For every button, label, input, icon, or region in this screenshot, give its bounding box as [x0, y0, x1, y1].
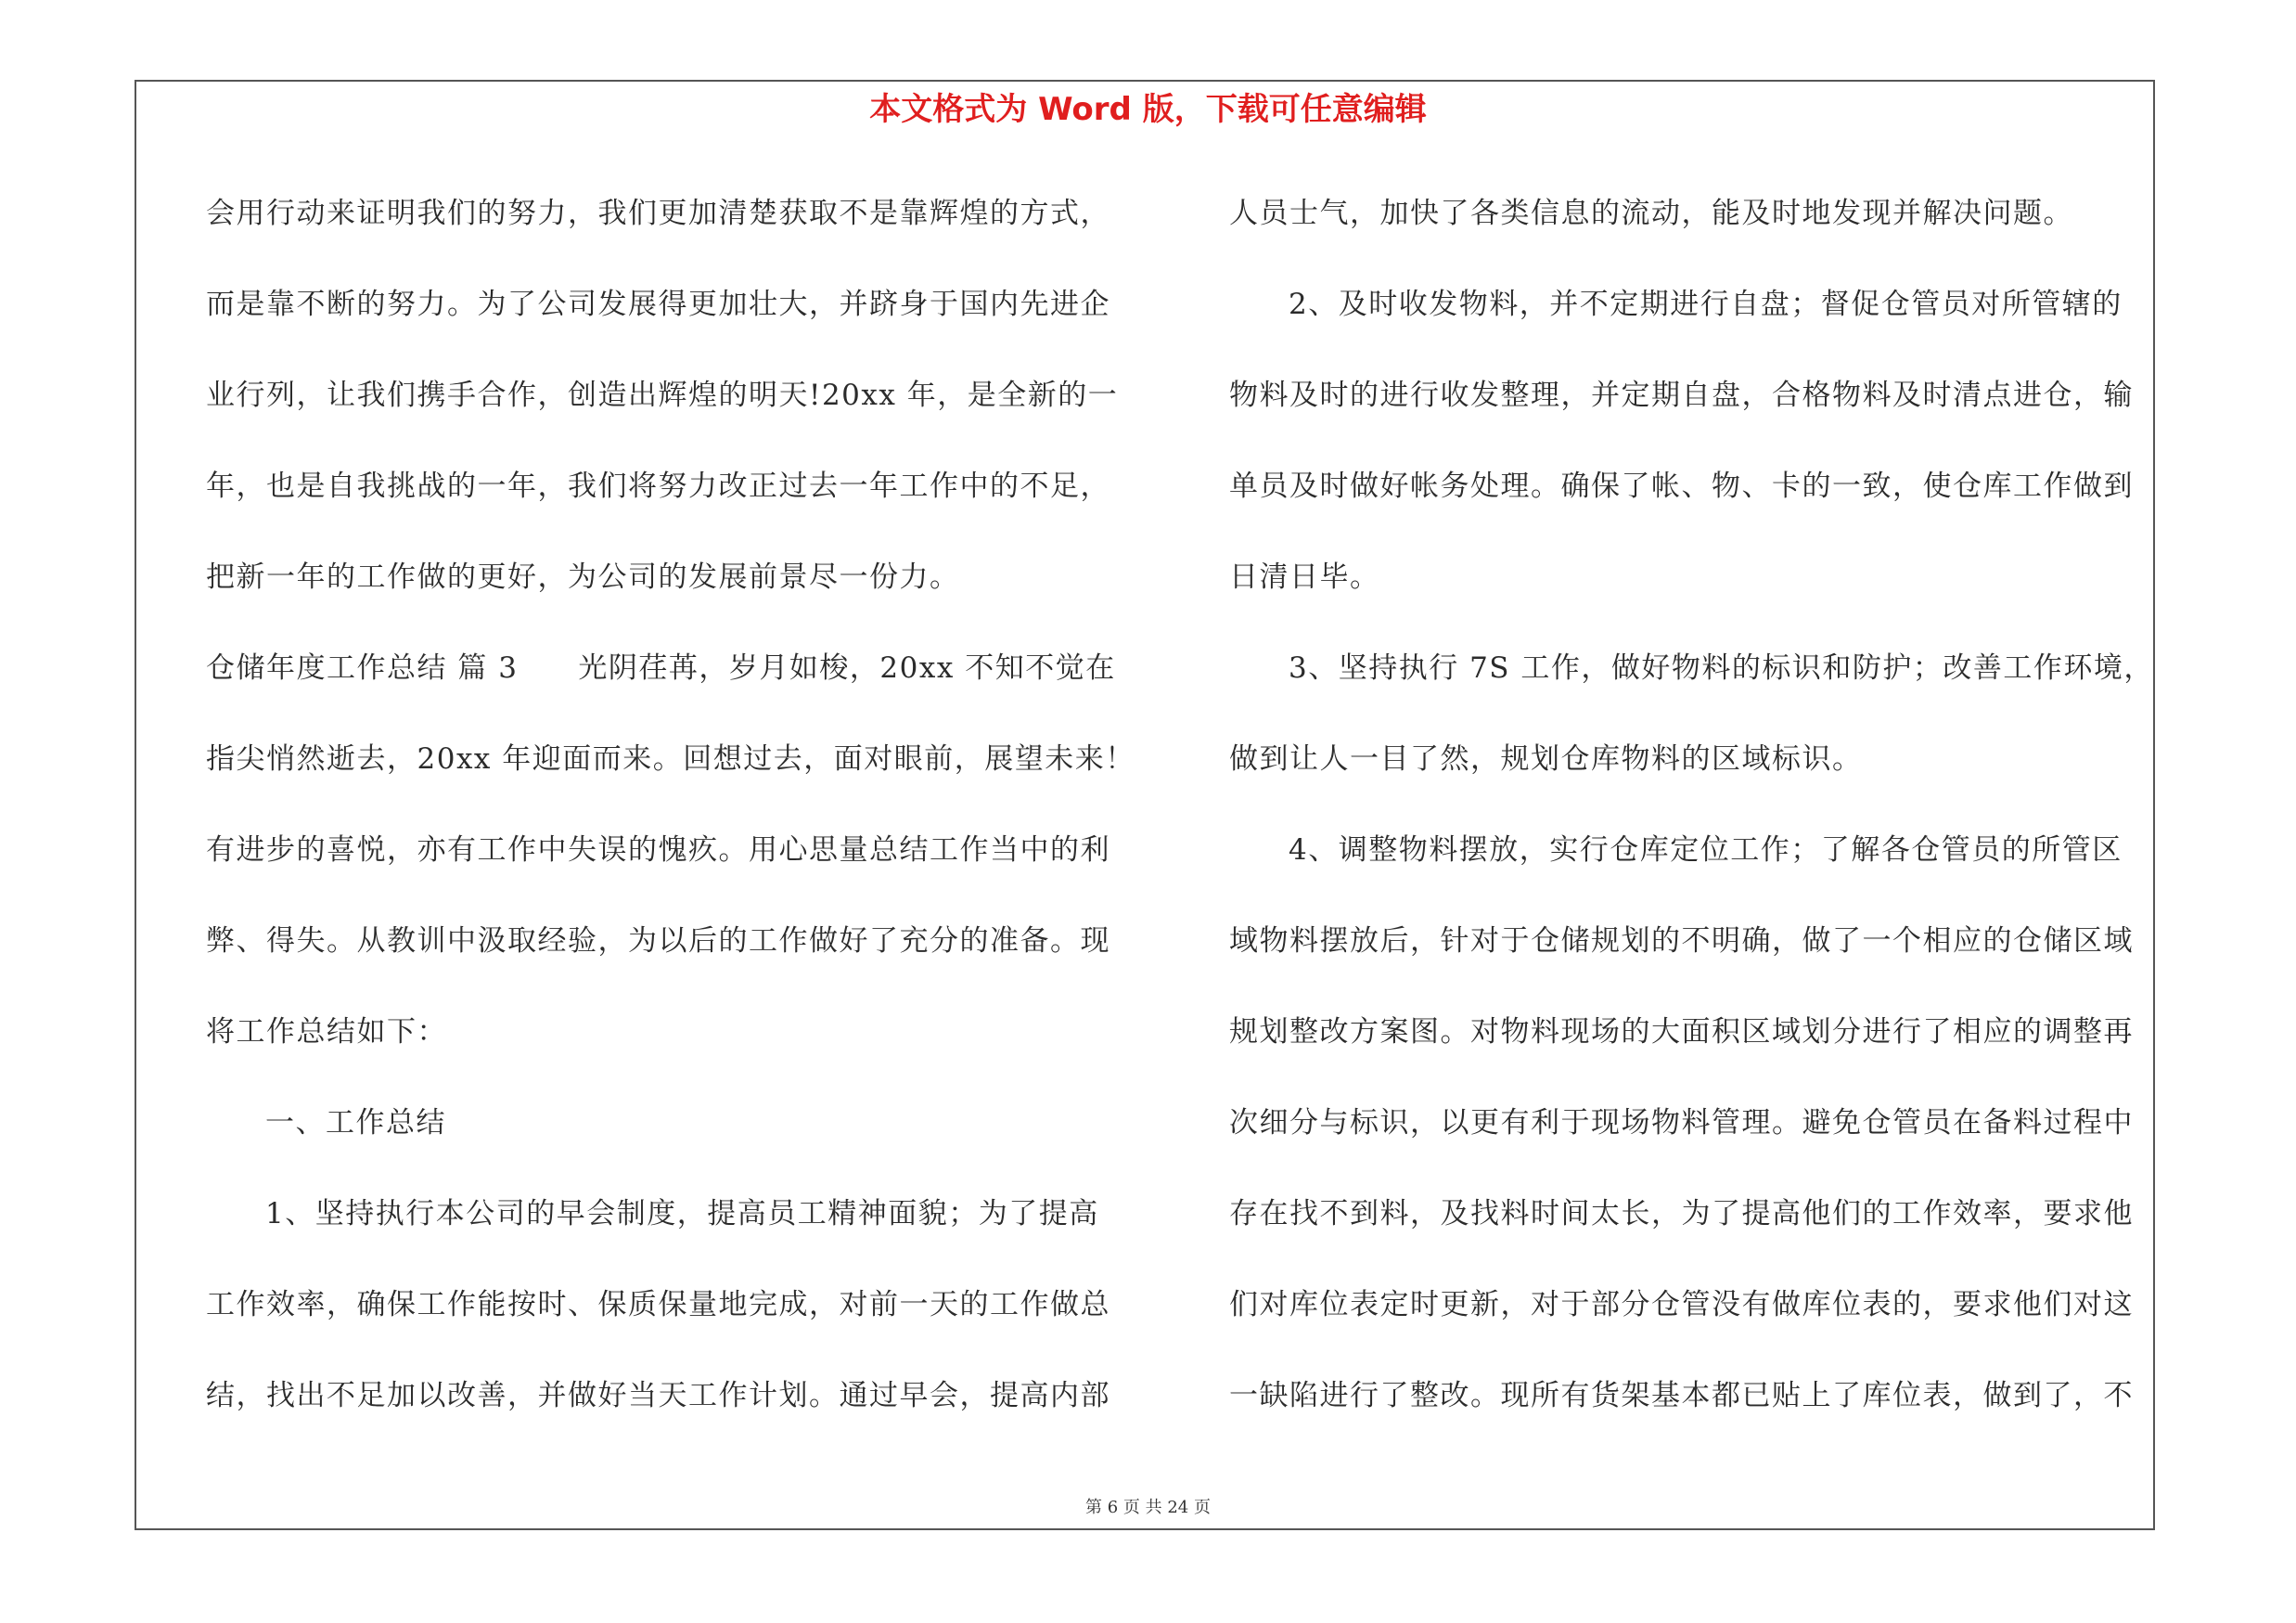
text-line: 3、坚持执行 7S 工作，做好物料的标识和防护；改善工作环境， [1289, 651, 2154, 685]
text-line: 指尖悄然逝去，20xx 年迎面而来。回想过去，面对眼前，展望未来！ [206, 742, 1135, 776]
text-line: 单员及时做好帐务处理。确保了帐、物、卡的一致，使仓库工作做到 [1229, 470, 2134, 503]
text-line: 域物料摆放后，针对于仓储规划的不明确，做了一个相应的仓储区域 [1229, 924, 2134, 958]
text-line: 把新一年的工作做的更好，为公司的发展前景尽一份力。 [206, 560, 960, 594]
text-line: 规划整改方案图。对物料现场的大面积区域划分进行了相应的调整再 [1229, 1015, 2134, 1049]
subheading-line: 一、工作总结 [265, 1106, 446, 1140]
text-line: 们对库位表定时更新，对于部分仓管没有做库位表的，要求他们对这 [1229, 1288, 2134, 1321]
text-line: 物料及时的进行收发整理，并定期自盘，合格物料及时清点进仓，输 [1229, 379, 2134, 412]
text-line: 次细分与标识，以更有利于现场物料管理。避免仓管员在备料过程中 [1229, 1106, 2134, 1140]
page-number-footer: 第 6 页 共 24 页 [1085, 1498, 1211, 1517]
text-line: 弊、得失。从教训中汲取经验，为以后的工作做好了充分的准备。现 [206, 924, 1110, 958]
section-heading-line: 仓储年度工作总结 篇 3 光阴荏苒，岁月如梭，20xx 不知不觉在 [206, 651, 1116, 685]
left-text-column [206, 181, 1134, 1454]
text-line: 业行列，让我们携手合作，创造出辉煌的明天!20xx 年，是全新的一 [206, 379, 1119, 412]
text-line: 会用行动来证明我们的努力，我们更加清楚获取不是靠辉煌的方式， [206, 197, 1110, 230]
text-line: 结，找出不足加以改善，并做好当天工作计划。通过早会，提高内部 [206, 1379, 1110, 1412]
text-line: 2、及时收发物料，并不定期进行自盘；督促仓管员对所管辖的 [1289, 288, 2123, 321]
text-line: 年，也是自我挑战的一年，我们将努力改正过去一年工作中的不足， [206, 470, 1110, 503]
text-line: 将工作总结如下： [206, 1015, 447, 1049]
text-line: 1、坚持执行本公司的早会制度，提高员工精神面貌；为了提高 [265, 1197, 1099, 1230]
text-line: 工作效率，确保工作能按时、保质保量地完成，对前一天的工作做总 [206, 1288, 1110, 1321]
word-format-banner: 本文格式为 Word 版，下载可任意编辑 [869, 91, 1427, 128]
text-line: 日清日毕。 [1229, 560, 1380, 594]
text-line: 有进步的喜悦，亦有工作中失误的愧疚。用心思量总结工作当中的利 [206, 833, 1110, 867]
right-text-column [1229, 181, 2157, 1454]
text-line: 做到让人一目了然，规划仓库物料的区域标识。 [1229, 742, 1863, 776]
text-line: 而是靠不断的努力。为了公司发展得更加壮大，并跻身于国内先进企 [206, 288, 1110, 321]
text-line: 人员士气，加快了各类信息的流动，能及时地发现并解决问题。 [1229, 197, 2073, 230]
text-line: 4、调整物料摆放，实行仓库定位工作；了解各仓管员的所管区 [1289, 833, 2123, 867]
text-line: 一缺陷进行了整改。现所有货架基本都已贴上了库位表，做到了，不 [1229, 1379, 2134, 1412]
text-line: 存在找不到料，及找料时间太长，为了提高他们的工作效率，要求他 [1229, 1197, 2134, 1230]
